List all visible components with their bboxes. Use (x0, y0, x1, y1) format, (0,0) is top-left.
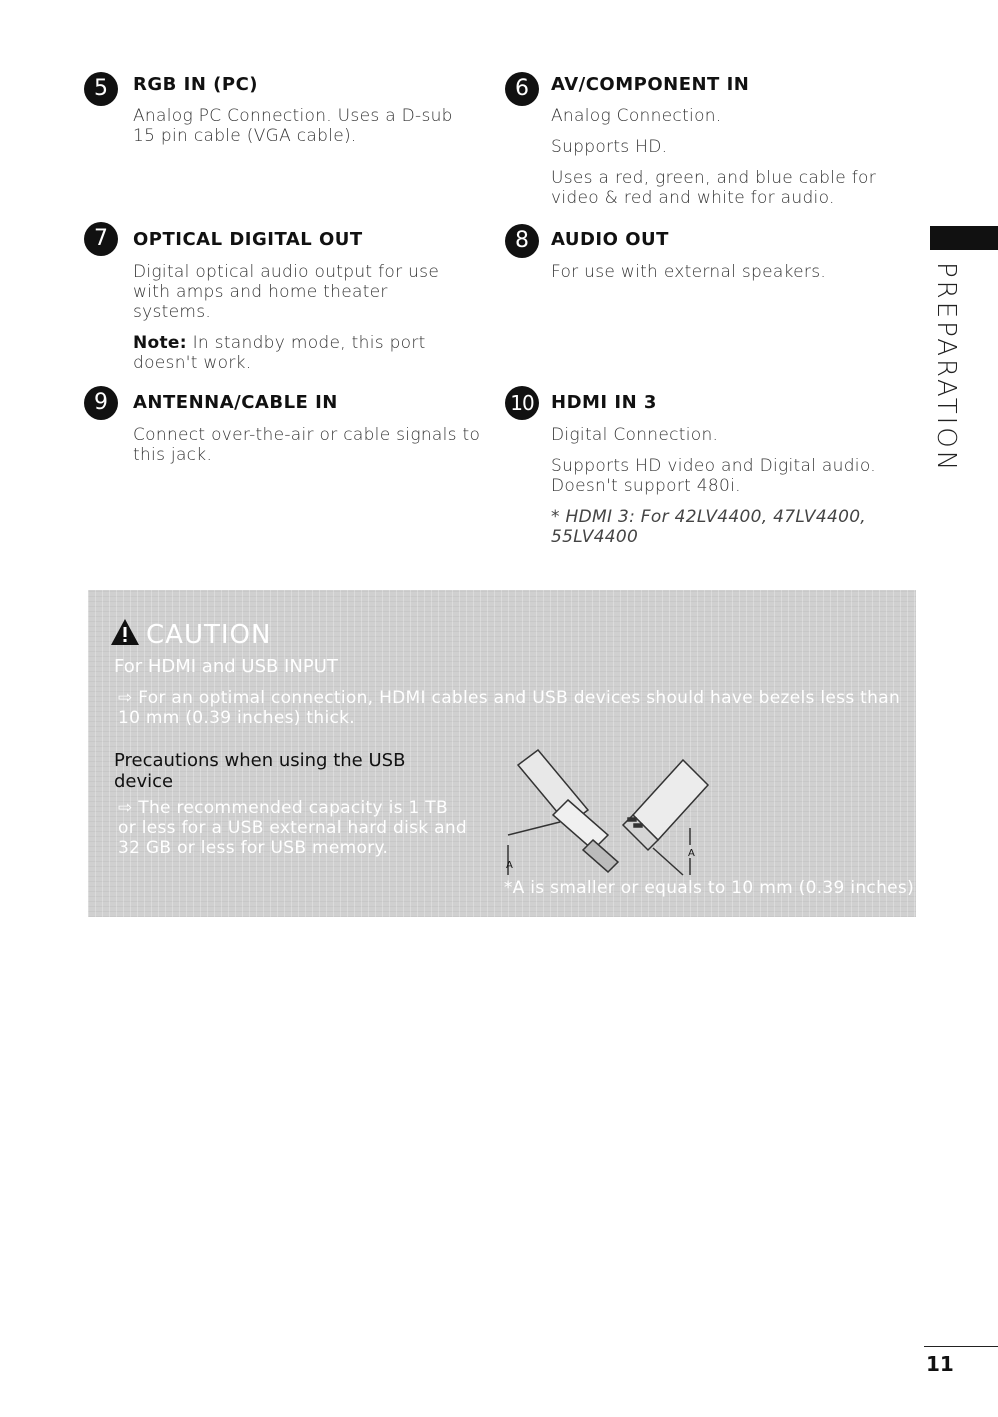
hdmi-connector-drawing (508, 750, 618, 875)
item-text: Uses a red, green, and blue cable for video & red and white for audio. (551, 168, 876, 208)
item-title-rgb-in: RGB IN (PC) (133, 74, 259, 95)
item-body-hdmi-in-3 (551, 425, 911, 558)
item-body-rgb-in (133, 106, 453, 157)
caution-heading (110, 618, 271, 650)
connector-illustration (468, 740, 718, 880)
item-title-antenna-cable-in: ANTENNA/CABLE IN (133, 392, 338, 413)
item-note (133, 333, 453, 373)
badge-10: 10 (505, 386, 539, 420)
item-text: Analog Connection. (551, 106, 722, 126)
item-footnote: * HDMI 3: For 42LV4400, 47LV4400, 55LV4400 (551, 507, 867, 547)
item-text: Analog PC Connection. Uses a D-sub 15 pin cable (VGA cable). (133, 106, 453, 146)
caution-subheading-usb-precautions: Precautions when using the USB device (114, 750, 406, 792)
caution-footnote: *A is smaller or equals to 10 mm (0.39 inches) (503, 878, 914, 898)
caution-line-bezel-text: For an optimal connection, HDMI cables and USB devices should have bezels less than 10 mm (0.39 inches) thick. (118, 688, 901, 728)
section-tab-marker (930, 226, 998, 250)
caution-line-bezel (118, 688, 908, 728)
caution-line-capacity-text: The recommended capacity is 1 TB or less for a USB external hard disk and 32 GB or less for USB memory. (118, 798, 468, 858)
warning-icon (110, 618, 140, 646)
item-title-optical-digital-out: OPTICAL DIGITAL OUT (133, 229, 363, 250)
badge-6: 6 (505, 72, 539, 106)
item-text: Digital optical audio output for use with amps and home theater systems. (133, 262, 440, 322)
caution-line-capacity (118, 798, 468, 858)
badge-9: 9 (84, 386, 118, 420)
caution-heading-text: CAUTION (146, 620, 272, 650)
usb-device-drawing (623, 760, 708, 875)
item-text: Connect over-the-air or cable signals to this jack. (133, 425, 481, 465)
item-body-antenna-cable-in (133, 425, 493, 476)
item-title-hdmi-in-3: HDMI IN 3 (551, 392, 657, 413)
item-text: Digital Connection. (551, 425, 719, 445)
item-title-av-component-in: AV/COMPONENT IN (551, 74, 750, 95)
section-tab-label: PREPARATION (931, 262, 961, 474)
item-title-audio-out: AUDIO OUT (551, 229, 669, 250)
arrow-icon: ⇨ (118, 688, 133, 708)
arrow-icon: ⇨ (118, 798, 133, 818)
dim-label-hdmi: A (506, 860, 513, 871)
badge-7: 7 (84, 222, 118, 256)
note-label: Note: (133, 333, 187, 353)
caution-box (88, 590, 916, 917)
footer-divider (924, 1346, 998, 1347)
item-text: Supports HD video and Digital audio. Doesn't support 480i. (551, 456, 876, 496)
item-body-av-component-in (551, 106, 911, 219)
item-text: Supports HD. (551, 137, 668, 157)
item-text: For use with external speakers. (551, 262, 827, 282)
item-body-audio-out (551, 262, 911, 293)
item-body-optical-digital-out (133, 262, 453, 384)
badge-8: 8 (505, 224, 539, 258)
note-text: In standby mode, this port doesn't work. (133, 333, 426, 373)
dim-label-usb: A (688, 848, 695, 859)
badge-5: 5 (84, 72, 118, 106)
caution-subheading-hdmi-usb: For HDMI and USB INPUT (114, 656, 338, 677)
page-number: 11 (926, 1352, 954, 1376)
